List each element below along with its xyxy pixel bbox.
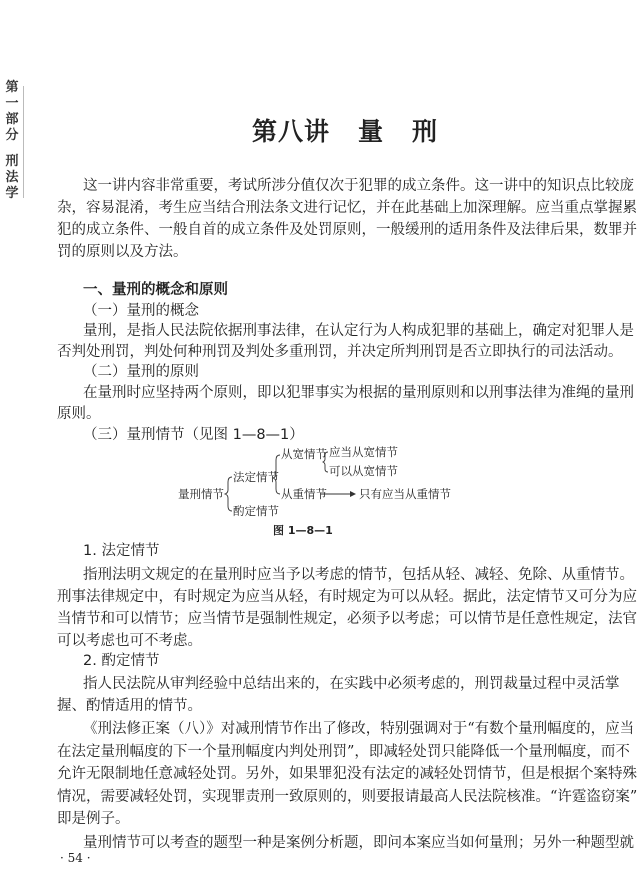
figure-caption: 图 1—8—1 (273, 524, 333, 537)
paragraph-line: 可以考虑也可不考虑。 (57, 633, 202, 649)
paragraph-line: 握、酌情适用的情节。 (57, 698, 202, 714)
paragraph-line: 在法定量刑幅度的下一个量刑幅度内判处刑罚”，即减轻处罚只能降低一个量刑幅度，而不 (57, 744, 630, 760)
paragraph-line: 原则。 (57, 406, 101, 422)
arrow-icon (350, 491, 356, 497)
paragraph-line: 量刑，是指人民法院依据刑事法律，在认定行为人构成犯罪的基础上，确定对犯罪人是 (83, 323, 634, 339)
diagram-severe: 从重情节 (281, 487, 327, 501)
side-tab-part: 第 一 部 分 (5, 80, 19, 143)
paragraph-line: 在量刑时应坚持两个原则，即以犯罪事实为根据的量刑原则和以刑事法律为准绳的量刑 (83, 385, 634, 401)
page-number: · 54 · (60, 851, 91, 865)
paragraph-line: 指人民法院从审判经验中总结出来的，在实践中必须考虑的，刑罚裁量过程中灵活掌 (83, 676, 620, 692)
side-tab-subject: 刑 法 学 (5, 154, 19, 201)
diagram-only-must-severe: 只有应当从重情节 (359, 487, 451, 501)
diagram-discretionary: 酌定情节 (233, 504, 279, 518)
diagram-lenient: 从宽情节 (281, 447, 327, 461)
intro-line: 杂，容易混淆，考生应当结合刑法条文进行记忆，并在此基础上加深理解。应当重点掌握累 (57, 200, 637, 216)
intro-line: 这一讲内容非常重要，考试所涉分值仅次于犯罪的成立条件。这一讲中的知识点比较庞 (83, 178, 634, 194)
diagram-root: 量刑情节 (178, 487, 224, 501)
subsection-heading: （三）量刑情节（见图 1—8—1） (83, 427, 304, 443)
paragraph-line: 允许无限制地任意减轻处罚。另外，如果罪犯没有法定的减轻处罚情节，但是根据个案特殊 (57, 766, 637, 782)
section-heading: 一、量刑的概念和原则 (83, 282, 228, 298)
title-word-2: 刑 (412, 117, 439, 146)
title-word-1: 量 (357, 117, 384, 146)
paragraph-line: 即是例子。 (57, 811, 130, 827)
diagram-may-lenient: 可以从宽情节 (329, 464, 398, 478)
paragraph-line: 否判处刑罚，判处何种刑罚及判处多重刑罚，并决定所判刑罚是否立即执行的司法活动。 (57, 344, 623, 360)
paragraph-line: 情况，需要减轻处罚，实现罪责刑一致原则的，则要报请最高人民法院核准。“许霆盗窃案” (57, 789, 638, 805)
paragraph-line: 当情节和可以情节；应当情节是强制性规定，必须予以考虑；可以情节是任意性规定，法官 (57, 611, 637, 627)
paragraph-line: 指刑法明文规定的在量刑时应当予以考虑的情节，包括从轻、减轻、免除、从重情节。 (83, 567, 634, 583)
diagram-statutory: 法定情节 (233, 470, 279, 484)
subsection-heading: （二）量刑的原则 (83, 364, 199, 380)
intro-line: 罚的原则以及方法。 (57, 244, 188, 260)
diagram-must-lenient: 应当从宽情节 (329, 445, 398, 459)
title-lecture: 第八讲 (251, 117, 330, 146)
paragraph-line: 刑事法律规定中，有时规定为应当从轻，有时规定为可以从轻。据此，法定情节又可分为应 (57, 589, 637, 605)
subsection-heading: （一）量刑的概念 (83, 303, 199, 319)
item-heading: 2. 酌定情节 (83, 653, 160, 669)
intro-line: 犯的成立条件、一般自首的成立条件及处罚原则，一般缓刑的适用条件及法律后果，数罪并 (57, 222, 637, 238)
paragraph-line: 量刑情节可以考查的题型一种是案例分析题，即问本案应当如何量刑；另外一种题型就 (83, 835, 634, 851)
item-heading: 1. 法定情节 (83, 543, 160, 559)
paragraph-line: 《刑法修正案（八）》对减刑情节作出了修改，特别强调对于“有数个量刑幅度的，应当 (83, 721, 635, 737)
